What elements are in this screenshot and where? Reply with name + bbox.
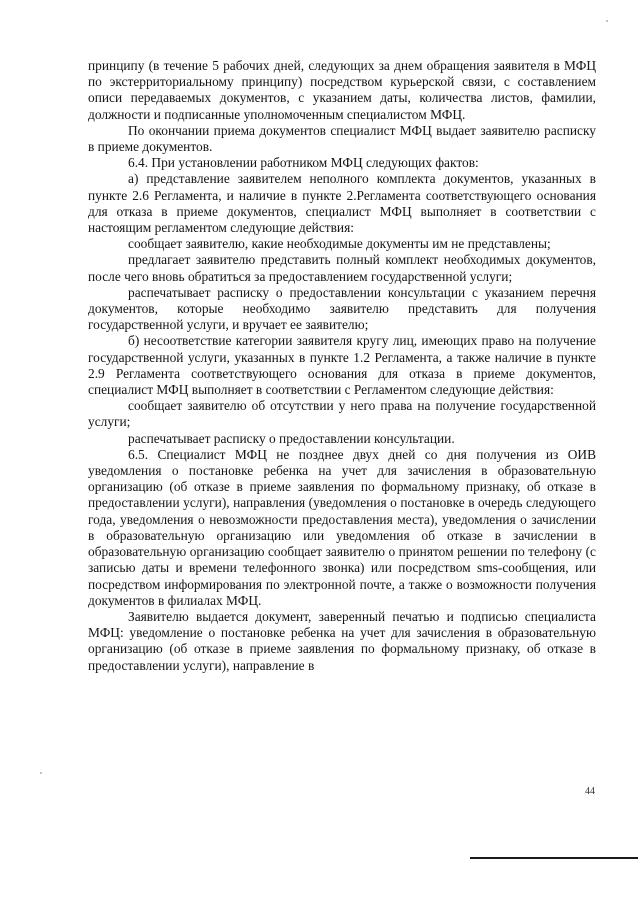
paragraph: б) несоответствие категории заявителя кругу лиц, имеющих право на получение государственной услуги, указанных в пункте 1.2 Регламента, а также наличие в пункте 2.9 Регламента соответствующего основания для отказа в приеме документов, специалист МФЦ выполняет в соответствии с Регламентом следующие действия:	[88, 333, 596, 398]
paragraph: сообщает заявителю, какие необходимые документы им не представлены;	[128, 236, 551, 252]
paragraph: 6.4. При установлении работником МФЦ следующих фактов:	[128, 155, 479, 171]
paragraph: распечатывает расписку о предоставлении консультации с указанием перечня документов, которые необходимо заявителю представить для получения государственной услуги, и вручает ее заявителю;	[88, 284, 596, 333]
paragraph: По окончании приема документов специалист МФЦ выдает заявителю расписку в приеме документов.	[88, 122, 596, 155]
paragraph: а) представление заявителем неполного комплекта документов, указанных в пункте 2.6 Регламента, и наличие в пункте 2.Регламента соответствующего основания для отказа в приеме документов, специалист МФЦ выполняет в соответствии с настоящим регламентом следующие действия:	[88, 171, 596, 236]
scan-speck	[40, 772, 42, 774]
paragraph: сообщает заявителю об отсутствии у него права на получение государственной услуги;	[88, 398, 596, 430]
paragraph: 6.5. Специалист МФЦ не позднее двух дней со дня получения из ОИВ уведомления о постановке ребенка на учет для зачисления в образовательную организацию (об отказе в приеме заявления по формальному признаку, об отказе в предоставлении услуги), направления (уведомления о постановке в очередь следующего года, уведомления о невозможности предоставления места), уведомления о зачислении в образовательную организацию или уведомления об отказе в зачислении в образовательную организацию сообщает заявителю о принятом решении по телефону (с записью даты и времени телефонного звонка) или посредством sms-сообщения, или посредством информирования по электронной почте, а также о возможности получения документов в филиалах МФЦ.	[88, 446, 596, 608]
paragraph: предлагает заявителю представить полный комплект необходимых документов, после чего вновь обратиться за предоставлением государственной услуги;	[88, 252, 596, 284]
paragraph: распечатывает расписку о предоставлении консультации.	[128, 430, 455, 446]
page-number: 44	[585, 786, 595, 797]
scan-speck	[606, 20, 608, 22]
paragraph: принципу (в течение 5 рабочих дней, следующих за днем обращения заявителя в МФЦ по экстерриториальному принципу) посредством курьерской связи, с составлением описи передаваемых документов, с указанием даты, количества листов, фамилии, должности и подписанные уполномоченным специалистом МФЦ.	[88, 58, 596, 122]
paragraph: Заявителю выдается документ, заверенный печатью и подписью специалиста МФЦ: уведомление о постановке ребенка на учет для зачисления в образовательную организацию (об отказе в приеме заявления по формальному признаку, об отказе в предоставлении услуги), направление в	[88, 608, 596, 673]
bottom-rule	[470, 857, 638, 859]
document-body	[88, 58, 596, 674]
